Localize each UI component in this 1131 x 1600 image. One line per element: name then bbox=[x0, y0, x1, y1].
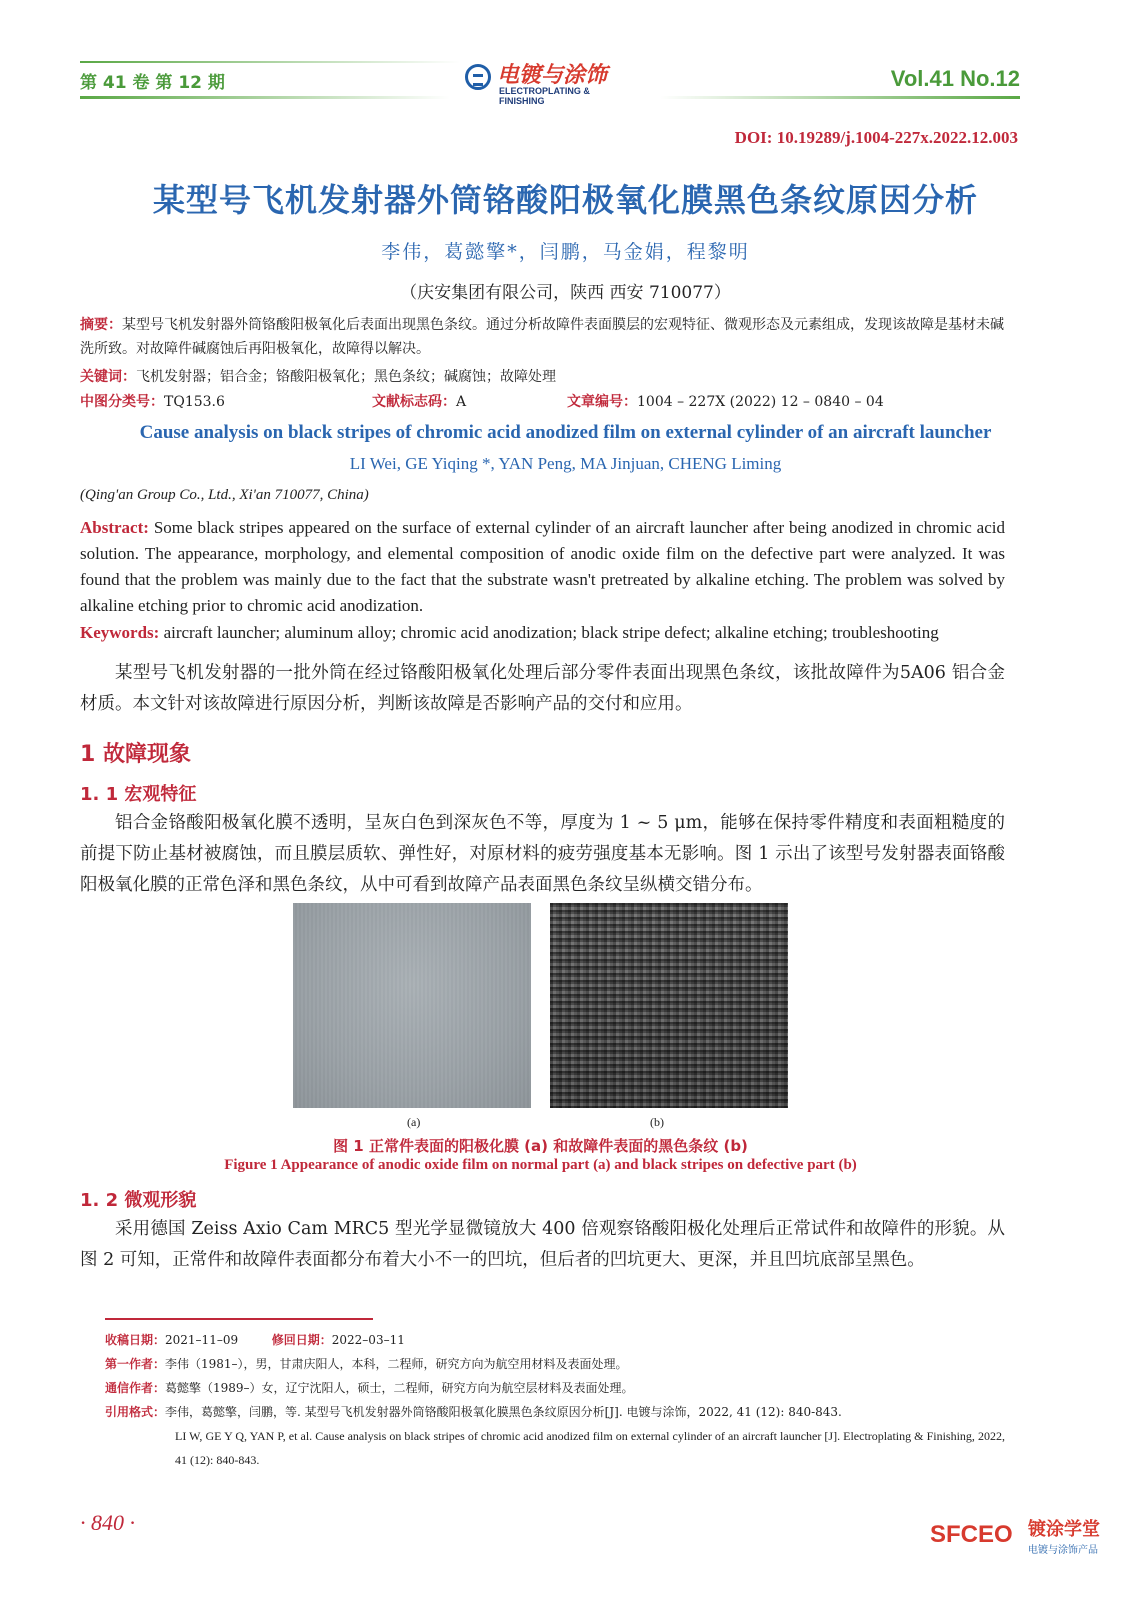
first-author-label: 第一作者： bbox=[105, 1357, 166, 1371]
footnotes bbox=[105, 1328, 1005, 1472]
citation-cn-row bbox=[105, 1400, 1005, 1424]
first-author-row bbox=[105, 1352, 1005, 1376]
first-author-text: 李伟（1981–），男，甘肃庆阳人，本科，二程师，研究方向为航空用材料及表面处理。 bbox=[165, 1357, 628, 1371]
corresponding-author-row bbox=[105, 1376, 1005, 1400]
footnote-divider bbox=[105, 1318, 373, 1320]
figure-black-stripes-image bbox=[550, 903, 788, 1108]
watermark-brand-cn: 镀涂学堂 bbox=[1028, 1519, 1100, 1540]
figure-normal-surface-image bbox=[293, 903, 531, 1108]
doc-value: A bbox=[456, 394, 467, 410]
citation-en-text: LI W, GE Y Q, YAN P, et al. Cause analysis on black stripes of chromic acid anodized film on external cylinder of an aircraft launcher [J]. Electroplating & Finishing, 2022, 41 (12): 840-843. bbox=[175, 1429, 1005, 1467]
section-heading-1-1: 1. 1 宏观特征 bbox=[80, 784, 197, 805]
journal-name-en: ELECTROPLATING & FINISHING bbox=[499, 86, 590, 106]
header-rule-top bbox=[80, 61, 460, 63]
figure-caption-cn: 图 1 正常件表面的阳极化膜 (a) 和故障件表面的黑色条纹 (b) bbox=[333, 1137, 748, 1155]
keywords-en bbox=[80, 620, 1020, 646]
abstract-en-text: Some black stripes appeared on the surface of external cylinder of an aircraft launcher after being anodized in chromic acid solution. The appearance, morphology, and elemental composition of anodic oxide film on the defective part were analyzed. It was found that the problem was mainly due to the fact that the substrate wasn't pretreated by alkaline etching. The problem was solved by alkaline etching prior to chromic acid anodization. bbox=[80, 518, 1005, 615]
citation-cn-text: 李伟，葛懿擎，闫鹏，等. 某型号飞机发射器外筒铬酸阳极氧化膜黑色条纹原因分析[J]. 电镀与涂饰，2022, 41 (12): 840-843. bbox=[165, 1405, 842, 1419]
journal-header bbox=[80, 58, 1020, 106]
affiliation-cn: （庆安集团有限公司，陕西 西安 710077） bbox=[400, 283, 731, 303]
received-label: 收稿日期： bbox=[105, 1333, 166, 1347]
keywords-cn-label: 关键词： bbox=[80, 369, 136, 385]
watermark-brand-sub: 电镀与涂饰产品 bbox=[1028, 1545, 1098, 1556]
revised-date: 2022–03–11 bbox=[331, 1333, 405, 1347]
page-number: · 840 · bbox=[80, 1510, 135, 1535]
article-title-cn: 某型号飞机发射器外筒铬酸阳极氧化膜黑色条纹原因分析 bbox=[152, 181, 978, 219]
journal-logo-icon bbox=[465, 64, 491, 90]
volume-issue-cn: 第 41 卷 第 12 期 bbox=[80, 73, 225, 93]
doc-code bbox=[372, 391, 466, 411]
figure-caption-en: Figure 1 Appearance of anodic oxide film on normal part (a) and black stripes on defective part (b) bbox=[224, 1157, 857, 1173]
dates-row bbox=[105, 1328, 1005, 1352]
authors-cn: 李伟，葛懿擎*，闫鹏，马金娟，程黎明 bbox=[381, 241, 750, 263]
doc-label: 文献标志码： bbox=[372, 394, 456, 410]
header-rule-left bbox=[80, 96, 450, 99]
keywords-en-label: Keywords: bbox=[80, 623, 160, 642]
corresponding-text: 葛懿擎（1989–）女，辽宁沈阳人，硕士，二程师，研究方向为航空层材料及表面处理。 bbox=[165, 1381, 634, 1395]
citation-label: 引用格式： bbox=[105, 1405, 166, 1419]
article-value: 1004 – 227X (2022) 12 – 0840 – 04 bbox=[637, 394, 884, 410]
watermark-logo bbox=[930, 1513, 1120, 1563]
article-number bbox=[567, 391, 884, 411]
header-rule-right bbox=[660, 96, 1020, 99]
affiliation-en: (Qing'an Group Co., Ltd., Xi'an 710077, China) bbox=[80, 487, 369, 503]
section-heading-1: 1 故障现象 bbox=[80, 742, 191, 767]
section-heading-1-2: 1. 2 微观形貌 bbox=[80, 1190, 197, 1211]
clc-label: 中图分类号： bbox=[80, 394, 164, 410]
journal-logo bbox=[465, 58, 635, 106]
abstract-cn-text: 某型号飞机发射器外筒铬酸阳极氧化后表面出现黑色条纹。通过分析故障件表面膜层的宏观特征、微观形态及元素组成，发现该故障是基材未碱洗所致。对故障件碱腐蚀后再阳极氧化，故障得以解决。 bbox=[80, 317, 1004, 357]
abstract-en bbox=[80, 515, 1005, 619]
journal-name-cn: 电镀与涂饰 bbox=[497, 63, 608, 88]
watermark-brand-en: SFCEO bbox=[930, 1521, 1013, 1548]
paragraph-1-1: 铝合金铬酸阳极氧化膜不透明，呈灰白色到深灰色不等，厚度为 1 ~ 5 μm，能够在保持零件精度和表面粗糙度的前提下防止基材被腐蚀，而且膜层质软、弹性好，对原材料的疲劳强度基本无影响。图 1 示出了该型号发射器表面铬酸阳极氧化膜的正常色泽和黑色条纹，从中可看到故障产品表面黑色条纹呈纵横交错分布。 bbox=[80, 813, 1005, 895]
corresponding-label: 通信作者： bbox=[105, 1381, 166, 1395]
authors-en: LI Wei, GE Yiqing *, YAN Peng, MA Jinjuan, CHENG Liming bbox=[349, 454, 782, 473]
clc-value: TQ153.6 bbox=[164, 394, 225, 410]
figure-sublabel-b: (b) bbox=[650, 1115, 664, 1129]
article-label: 文章编号： bbox=[567, 394, 637, 410]
revised-label: 修回日期： bbox=[271, 1333, 332, 1347]
keywords-cn bbox=[80, 365, 1005, 389]
abstract-cn-label: 摘要： bbox=[80, 317, 122, 333]
intro-paragraph: 某型号飞机发射器的一批外筒在经过铬酸阳极氧化处理后部分零件表面出现黑色条纹，该批故障件为5A06 铝合金材质。本文针对该故障进行原因分析，判断该故障是否影响产品的交付和应用。 bbox=[80, 663, 1005, 714]
received-date: 2021–11–09 bbox=[165, 1333, 239, 1347]
doi-link[interactable]: DOI: 10.19289/j.1004-227x.2022.12.003 bbox=[734, 128, 1018, 147]
article-title-en: Cause analysis on black stripes of chromic acid anodized film on external cylinder of an aircraft launcher bbox=[139, 422, 992, 443]
figure-sublabel-a: (a) bbox=[407, 1115, 421, 1129]
abstract-cn bbox=[80, 313, 1005, 361]
paragraph-1-2: 采用德国 Zeiss Axio Cam MRC5 型光学显微镜放大 400 倍观察铬酸阳极化处理后正常试件和故障件的形貌。从图 2 可知，正常件和故障件表面都分布着大小不一的凹坑，但后者的凹坑更大、更深，并且凹坑底部呈黑色。 bbox=[80, 1219, 1005, 1270]
keywords-cn-text: 飞机发射器；铝合金；铬酸阳极氧化；黑色条纹；碱腐蚀；故障处理 bbox=[136, 369, 556, 385]
abstract-en-label: Abstract: bbox=[80, 518, 149, 537]
clc-code bbox=[80, 391, 225, 411]
volume-issue-en: Vol.41 No.12 bbox=[890, 66, 1020, 91]
keywords-en-text: aircraft launcher; aluminum alloy; chromic acid anodization; black stripe defect; alkaline etching; troubleshooting bbox=[159, 623, 939, 642]
